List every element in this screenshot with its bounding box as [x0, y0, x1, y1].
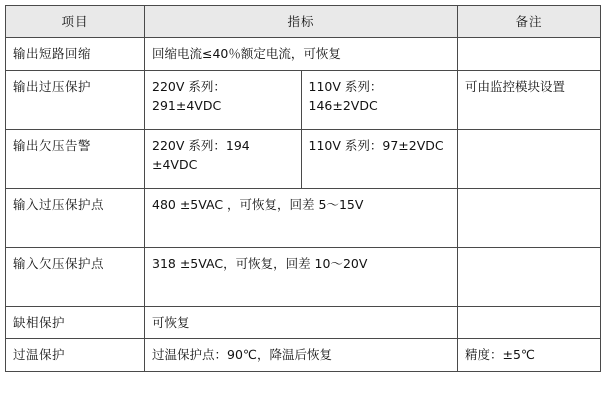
table-row	[6, 70, 601, 129]
cell-item: 缺相保护	[6, 306, 145, 338]
cell-remark	[458, 188, 601, 247]
cell-item: 过温保护	[6, 339, 145, 371]
cell-remark: 精度：±5℃	[458, 339, 601, 371]
column-header-item: 项目	[6, 6, 145, 38]
cell-spec-primary: 318 ±5VAC，可恢复，回差 10～20V	[145, 247, 458, 306]
cell-remark	[458, 247, 601, 306]
table-body	[6, 38, 601, 371]
table-row	[6, 129, 601, 188]
column-header-spec: 指标	[145, 6, 458, 38]
cell-item: 输入过压保护点	[6, 188, 145, 247]
cell-item: 输出欠压告警	[6, 129, 145, 188]
column-header-remark: 备注	[458, 6, 601, 38]
cell-remark	[458, 306, 601, 338]
table-header-row	[6, 6, 601, 38]
cell-spec-primary: 回缩电流≤40％额定电流，可恢复	[145, 38, 458, 70]
cell-spec-primary: 220V 系列：194 ±4VDC	[145, 129, 302, 188]
specification-table	[5, 5, 601, 372]
cell-spec-primary: 可恢复	[145, 306, 458, 338]
cell-item: 输出短路回缩	[6, 38, 145, 70]
table-row	[6, 247, 601, 306]
table-row	[6, 188, 601, 247]
cell-item: 输入欠压保护点	[6, 247, 145, 306]
cell-item: 输出过压保护	[6, 70, 145, 129]
cell-spec-primary: 480 ±5VAC ，可恢复，回差 5～15V	[145, 188, 458, 247]
cell-spec-primary: 过温保护点：90℃，降温后恢复	[145, 339, 458, 371]
table-row	[6, 38, 601, 70]
cell-spec-secondary: 110V 系列：97±2VDC	[301, 129, 458, 188]
cell-remark: 可由监控模块设置	[458, 70, 601, 129]
spec-table-container	[5, 5, 601, 412]
cell-spec-primary: 220V 系列：291±4VDC	[145, 70, 302, 129]
cell-remark	[458, 129, 601, 188]
table-row	[6, 339, 601, 371]
table-row	[6, 306, 601, 338]
table-header	[6, 6, 601, 38]
cell-remark	[458, 38, 601, 70]
cell-spec-secondary: 110V 系列：146±2VDC	[301, 70, 458, 129]
